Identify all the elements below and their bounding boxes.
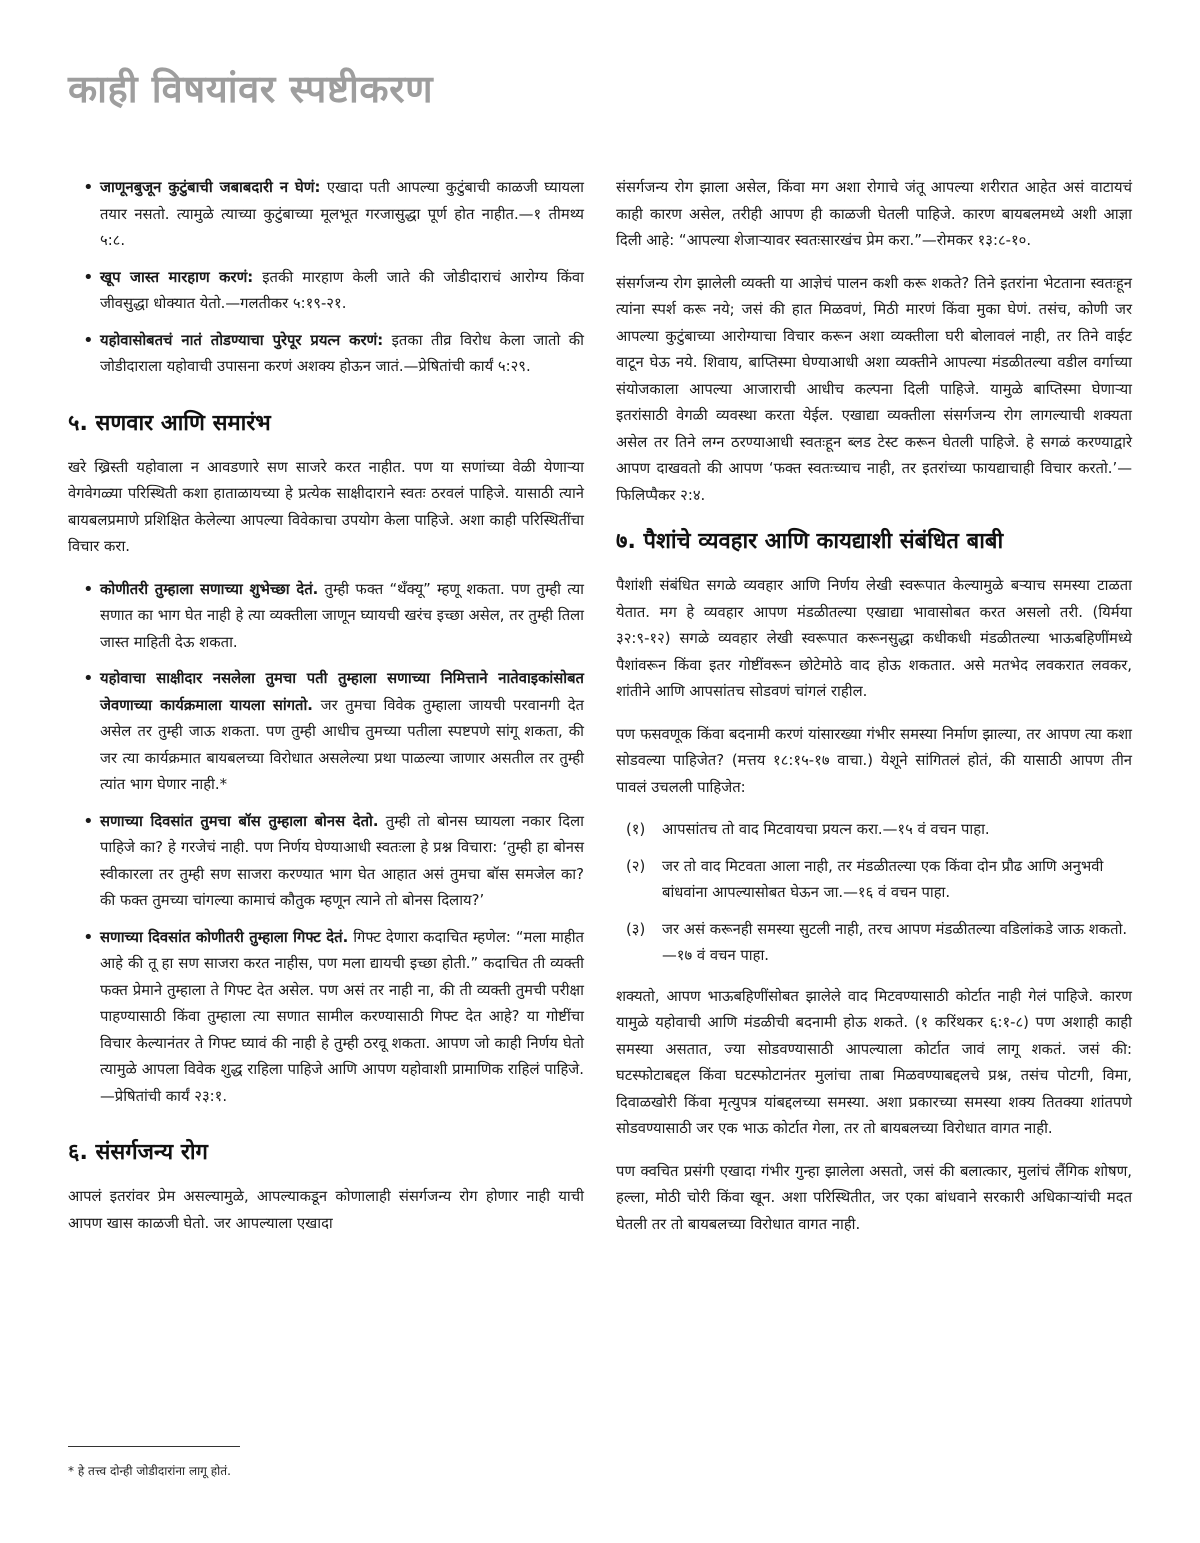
- step-text: जर असं करूनही समस्या सुटली नाही, तरच आपण मंडळीतल्या वडिलांकडे जाऊ शकतो.—१७ वं वचन पाहा.: [662, 920, 1128, 964]
- list-item: [616, 817, 1132, 844]
- step-number: (२): [626, 857, 646, 875]
- bullet-text: एखादा पती आपल्या कुटुंबाची काळजी घ्यायला तयार नसतो. त्यामुळे त्याच्या कुटुंबाच्या मूलभूत गरजासुद्धा पूर्ण होत नाहीत.—१ तीमथ्य ५:८.: [100, 179, 584, 249]
- paragraph: संसर्गजन्य रोग झाला असेल, किंवा मग अशा रोगाचे जंतू आपल्या शरीरात आहेत असं वाटायचं काही कारण असेल, तरीही आपण ही काळजी घेतली पाहिजे. कारण बायबलमध्ये अशी आज्ञा दिली आहे: “आपल्या शेजाऱ्यावर स्वतःसारखंच प्रेम करा.”—रोमकर १३:८-१०.: [616, 179, 1132, 249]
- bullet-text: इतकी मारहाण केली जाते की जोडीदाराचं आरोग्य किंवा जीवसुद्धा धोक्यात येतो.—गलतीकर ५:१९-२१.: [100, 268, 584, 312]
- bullet-lead: यहोवासोबतचं नातं तोडण्याचा पुरेपूर प्रयत्न करणं:: [100, 331, 384, 349]
- bullet-text: जर तुमचा विवेक तुम्हाला जायची परवानगी देत असेल तर तुम्ही जाऊ शकता. पण तुम्ही आधीच तुमच्या पतीला स्पष्टपणे सांगू शकता, की जर त्या कार्यक्रमात बायबलच्या विरोधात असलेल्या प्रथा पाळल्या जाणार असतील तर तुम्ही त्यांत भाग घेणार नाही.*: [100, 696, 584, 793]
- list-item: [616, 917, 1132, 970]
- bullet-list-holidays: [68, 577, 584, 1111]
- list-item: [616, 854, 1132, 907]
- step-number: (१): [626, 821, 646, 838]
- bullet-lead: सणाच्या दिवसांत तुमचा बॉस तुम्हाला बोनस देतो.: [100, 812, 379, 830]
- bullet-list-top: [68, 175, 584, 381]
- list-item: [68, 925, 584, 1111]
- section-heading-6: ६. संसर्गजन्य रोग: [68, 1140, 208, 1165]
- section-5-intro: खरे ख्रिस्ती यहोवाला न आवडणारे सण साजरे करत नाहीत. पण या सणांच्या वेळी येणाऱ्या वेगवेगळ्या परिस्थिती कशा हाताळायच्या हे प्रत्येक साक्षीदाराने स्वतः ठरवलं पाहिजे. यासाठी त्याने बायबलप्रमाणे प्रशिक्षित केलेल्या आपल्या विवेकाचा उपयोग केला पाहिजे. अशा काही परिस्थितींचा विचार करा.: [68, 458, 584, 555]
- section-heading-7: ७. पैशांचे व्यवहार आणि कायद्याशी संबंधित बाबी: [616, 529, 1004, 554]
- bullet-lead: कोणीतरी तुम्हाला सणाच्या शुभेच्छा देतं.: [100, 580, 319, 598]
- bullet-lead: यहोवाचा साक्षीदार नसलेला तुमचा पती तुम्हाला सणाच्या निमित्ताने नातेवाइकांसोबत जेवणाच्या कार्यक्रमाला यायला सांगतो.: [100, 670, 584, 714]
- list-item: [68, 809, 584, 915]
- list-item: [68, 265, 584, 318]
- bullet-lead: जाणूनबुजून कुटुंबाची जबाबदारी न घेणं:: [100, 179, 321, 196]
- paragraph: संसर्गजन्य रोग झालेली व्यक्ती या आज्ञेचं पालन कशी करू शकते? तिने इतरांना भेटताना स्वतःहून त्यांना स्पर्श करू नये; जसं की हात मिळवणं, मिठी मारणं किंवा मुका घेणं. तसंच, कोणी जर आपल्या कुटुंबाच्या आरोग्याचा विचार करून अशा व्यक्तीला घरी बोलावलं नाही, तर तिने वाईट वाटून घेऊ नये. शिवाय, बाप्तिस्मा घेण्याआधी अशा व्यक्तीने आपल्या मंडळीतल्या वडील वर्गाच्या संयोजकाला आपल्या आजाराची आधीच कल्पना दिली पाहिजे. यामुळे बाप्तिस्मा घेणाऱ्या इतरांसाठी वेगळी व्यवस्था करता येईल. एखाद्या व्यक्तीला संसर्गजन्य रोग लागल्याची शक्यता असेल तर तिने लग्न ठरण्याआधी स्वतःहून ब्लड टेस्ट करून घेतली पाहिजे. हे सगळं करण्याद्वारे आपण दाखवतो की आपण ‘फक्त स्वतःच्याच नाही, तर इतरांच्या फायद्याचाही विचार करतो.’—फिलिप्पैकर २:४.: [616, 274, 1132, 504]
- page-title: काही विषयांवर स्पष्टीकरण: [68, 67, 434, 111]
- list-item: [68, 666, 584, 799]
- section-heading-5: ५. सणवार आणि समारंभ: [68, 410, 271, 436]
- bullet-text: इतका तीव्र विरोध केला जातो की जोडीदाराला यहोवाची उपासना करणं अशक्य होऊन जातं.—प्रेषितांची कार्यं ५:२९.: [100, 331, 584, 375]
- paragraph: शक्यतो, आपण भाऊबहिणींसोबत झालेले वाद मिटवण्यासाठी कोर्टात नाही गेलं पाहिजे. कारण यामुळे यहोवाची आणि मंडळीची बदनामी होऊ शकते. (१ करिंथकर ६:१-८) पण अशाही काही समस्या असतात, ज्या सोडवण्यासाठी आपल्याला कोर्टात जावं लागू शकतं. जसं की: घटस्फोटाबद्दल किंवा घटस्फोटानंतर मुलांचा ताबा मिळवण्याबद्दलचे प्रश्न, तसंच पोटगी, विमा, दिवाळखोरी किंवा मृत्युपत्र यांबद्दलच्या समस्या. अशा प्रकारच्या समस्या शक्य तितक्या शांतपणे सोडवण्यासाठी जर एक भाऊ कोर्टात गेला, तर तो बायबलच्या विरोधात वागत नाही.: [616, 987, 1132, 1137]
- list-item: [68, 577, 584, 657]
- paragraph: पैशांशी संबंधित सगळे व्यवहार आणि निर्णय लेखी स्वरूपात केल्यामुळे बऱ्याच समस्या टाळता येतात. मग हे व्यवहार आपण मंडळीतल्या एखाद्या भावासोबत करत असलो तरी. (यिर्मया ३२:९-१२) सगळे व्यवहार लेखी स्वरूपात करूनसुद्धा कधीकधी मंडळीतल्या भाऊबहिणींमध्ये पैशांवरून किंवा इतर गोष्टींवरून छोटेमोठे वाद होऊ शकतात. असे मतभेद लवकरात लवकर, शांतीने आणि आपसांतच सोडवणं चांगलं राहील.: [616, 577, 1132, 700]
- paragraph: पण क्वचित प्रसंगी एखादा गंभीर गुन्हा झालेला असतो, जसं की बलात्कार, मुलांचं लैंगिक शोषण, हल्ला, मोठी चोरी किंवा खून. अशा परिस्थितीत, जर एका बांधवाने सरकारी अधिकाऱ्यांची मदत घेतली तर तो बायबलच्या विरोधात वागत नाही.: [616, 1162, 1132, 1233]
- steps-list: [616, 817, 1132, 970]
- step-text: आपसांतच तो वाद मिटवायचा प्रयत्न करा.—१५ वं वचन पाहा.: [662, 821, 990, 838]
- bullet-lead: सणाच्या दिवसांत कोणीतरी तुम्हाला गिफ्ट देतं.: [100, 928, 349, 946]
- footnote: * हे तत्त्व दोन्ही जोडीदारांना लागू होतं.: [68, 1464, 231, 1478]
- bullet-text: तुम्ही तो बोनस घ्यायला नकार दिला पाहिजे का? हे गरजेचं नाही. पण निर्णय घेण्याआधी स्वतःला हे प्रश्न विचारा: ‘तुम्ही हा बोनस स्वीकारला तर तुम्ही सण साजरा करण्यात भाग घेत आहात असं तुमचा बॉस समजेल का? की फक्त तुमच्या चांगल्या कामाचं कौतुक म्हणून त्याने तो बोनस दिलाय?’: [100, 812, 584, 909]
- step-text: जर तो वाद मिटवता आला नाही, तर मंडळीतल्या एक किंवा दोन प्रौढ आणि अनुभवी बांधवांना आपल्यासोबत घेऊन जा.—१६ वं वचन पाहा.: [662, 857, 1104, 901]
- list-item: [68, 175, 584, 255]
- bullet-text: गिफ्ट देणारा कदाचित म्हणेल: “मला माहीत आहे की तू हा सण साजरा करत नाहीस, पण मला द्यायची इच्छा होती.” कदाचित ती व्यक्ती फक्त प्रेमाने तुम्हाला ते गिफ्ट देत असेल. पण असं तर नाही ना, की ती व्यक्ती तुमची परीक्षा पाहण्यासाठी किंवा तुम्हाला त्या सणात सामील करण्यासाठी गिफ्ट देत आहे? या गोष्टींचा विचार केल्यानंतर ते गिफ्ट घ्यावं की नाही हे तुम्ही ठरवू शकता. आपण जो काही निर्णय घेतो त्यामुळे आपला विवेक शुद्ध राहिला पाहिजे आणि आपण यहोवाशी प्रामाणिक राहिलं पाहिजे.—प्रेषितांची कार्यं २३:१.: [100, 928, 584, 1105]
- left-column: [68, 175, 584, 1253]
- bullet-lead: खूप जास्त मारहाण करणं:: [100, 268, 254, 286]
- section-6-intro: आपलं इतरांवर प्रेम असल्यामुळे, आपल्याकडून कोणालाही संसर्गजन्य रोग होणार नाही याची आपण खास काळजी घेतो. जर आपल्याला एखादा: [68, 1188, 584, 1232]
- footnote-divider: [68, 1446, 240, 1447]
- right-column: [616, 175, 1132, 1254]
- paragraph: पण फसवणूक किंवा बदनामी करणं यांसारख्या गंभीर समस्या निर्माण झाल्या, तर आपण त्या कशा सोडवल्या पाहिजेत? (मत्तय १८:१५-१७ वाचा.) येशूने सांगितलं होतं, की यासाठी आपण तीन पावलं उचलली पाहिजेत:: [616, 725, 1132, 796]
- list-item: [68, 328, 584, 381]
- bullet-text: तुम्ही फक्त “थँक्यू” म्हणू शकता. पण तुम्ही त्या सणात का भाग घेत नाही हे त्या व्यक्तीला जाणून घ्यायची खरंच इच्छा असेल, तर तुम्ही तिला जास्त माहिती देऊ शकता.: [100, 580, 584, 651]
- step-number: (३): [626, 920, 646, 938]
